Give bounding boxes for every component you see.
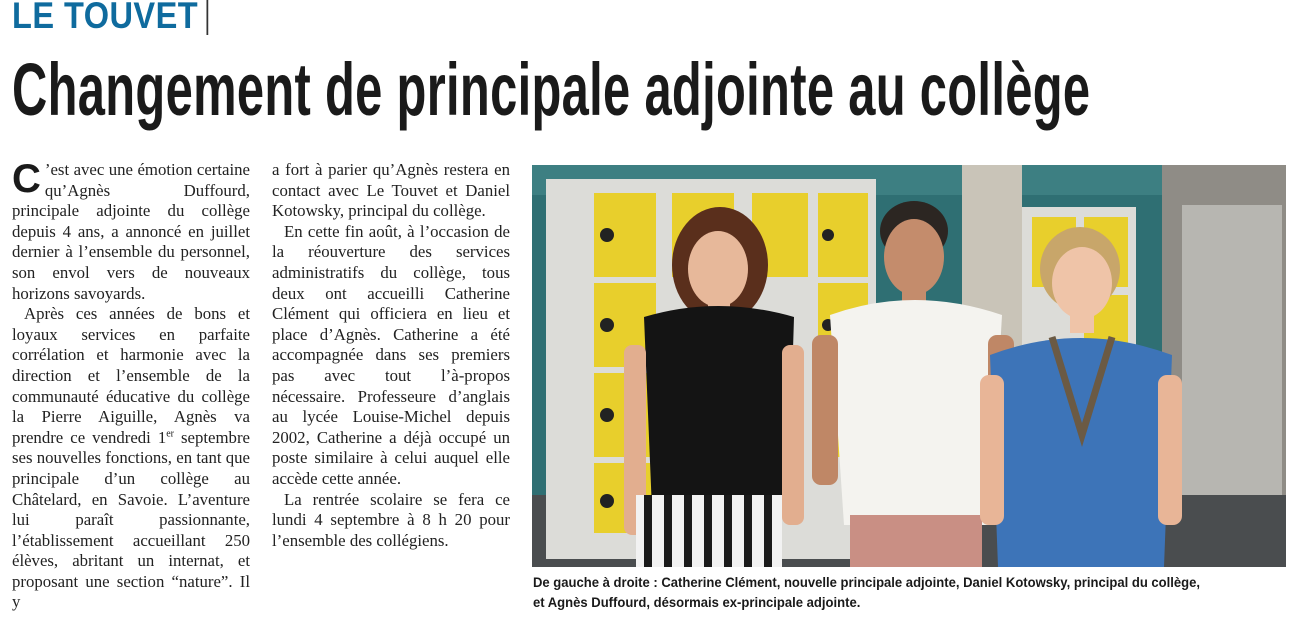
article-column-2 xyxy=(272,160,510,551)
caption-line-1: De gauche à droite : Catherine Clément, nouvelle principale adjointe, Daniel Kotowsky, principal du collège, xyxy=(533,575,1201,591)
article-photo xyxy=(532,165,1286,567)
headline: Changement de principale adjointe au collège xyxy=(12,48,1091,131)
section-label: LE TOUVET xyxy=(12,0,209,35)
article-column-1 xyxy=(12,157,250,613)
paragraph-4: En cette fin août, à l’occasion de la réouverture des services administratifs du collège, tous deux ont accueilli Catherine Clément qui officiera en lieu et place d’Agnès. Catherine a été accompagnée dans ses premiers pas avec tout l’à-propos nécessaire. Professeure d’anglais au lycée Louise-Michel depuis 2002, Catherine a déjà occupé un poste similaire à celui auquel elle accède cette année. xyxy=(272,221,510,488)
paragraph-3: a fort à parier qu’Agnès restera en contact avec Le Touvet et Daniel Kotowsky, principal du collège. xyxy=(272,160,510,221)
paragraph-5: La rentrée scolaire se fera ce lundi 4 septembre à 8 h 20 pour l’ensemble des collégiens. xyxy=(272,489,510,550)
paragraph-1: C ’est avec une émotion certaine qu’Agnès Duffourd, principale adjointe du collège depuis 4 ans, a annoncé en juillet dernier à l’ensemble du personnel, son envol vers de nouveaux horizons savoyards. xyxy=(12,157,250,303)
caption-line-2: et Agnès Duffourd, désormais ex-principale adjointe. xyxy=(533,595,861,611)
paragraph-2: Après ces années de bons et loyaux services en parfaite corrélation et harmonie avec la direction et l’ensemble de la communauté éducative du collège la Pierre Aiguille, Agnès va prendre ce vendredi 1er septembre ses nouvelles fonctions, en tant que principale d’un collège au Châtelard, en Savoie. L’aventure lui paraît passionnante, l’établissement accueillant 250 élèves, abritant un internat, et proposant une section “nature”. Il y xyxy=(12,304,250,612)
photo-caption xyxy=(533,573,1232,613)
drop-cap: C xyxy=(12,157,41,201)
photo-illustration xyxy=(532,165,1286,567)
